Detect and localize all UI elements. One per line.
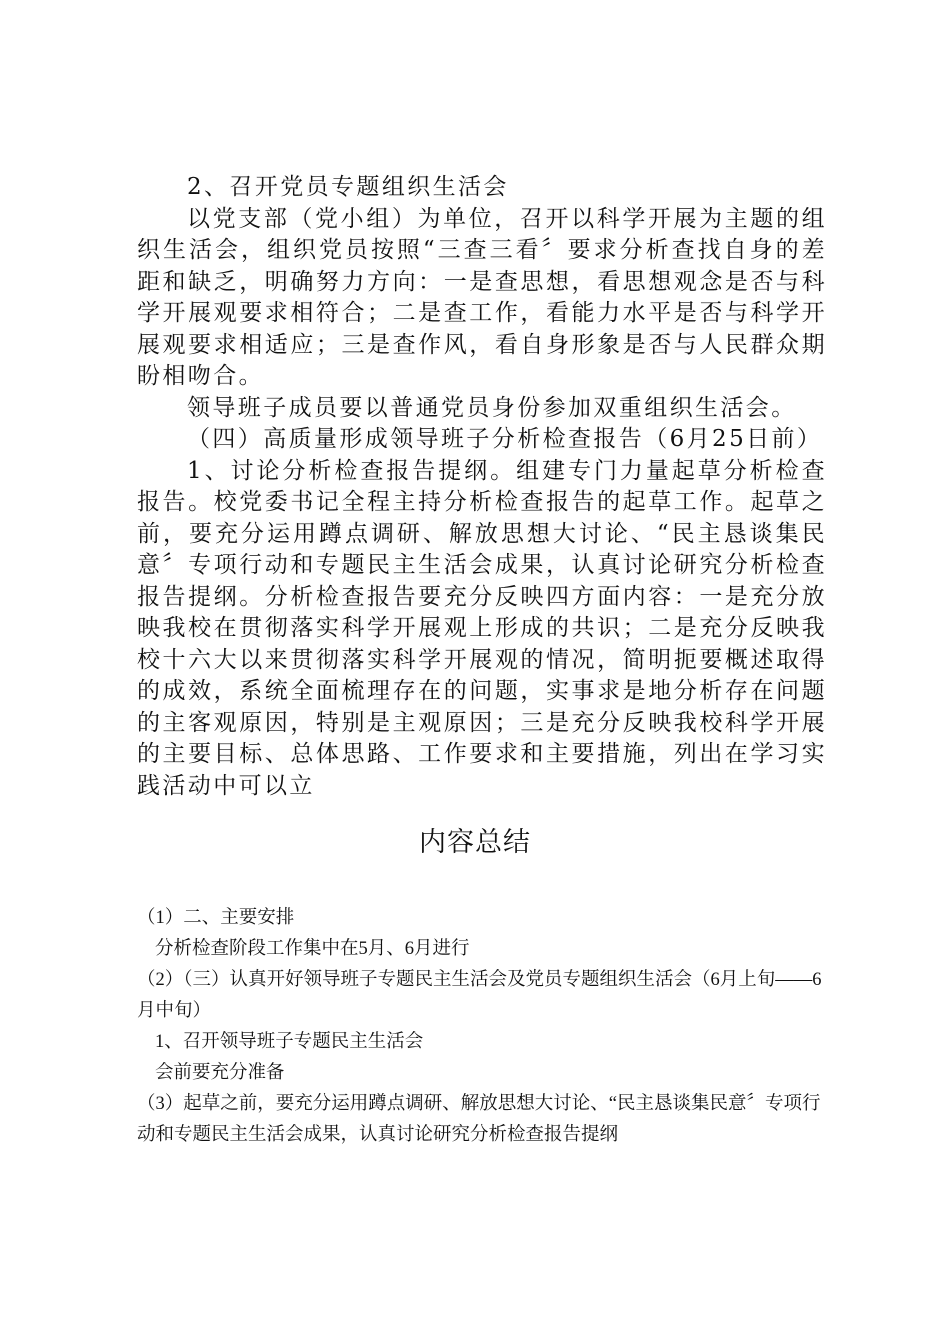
paragraph-report-outline: 1、讨论分析检查报告提纲。组建专门力量起草分析检查报告。校党委书记全程主持分析检查报告的起草工作。起草之前，要充分运用蹲点调研、解放思想大讨论、“民主恳谈集民意〞专项行动和专题民主生活会成果，认真讨论研究分析检查报告提纲。分析检查报告要充分反映四方面内容：一是充分放映我校在贯彻落实科学开展观上形成的共识；二是充分反映我校十六大以来贯彻落实科学开展观的情况，简明扼要概述取得的成效，系统全面梳理存在的问题，实事求是地分析存在问题的主客观原因，特别是主观原因；三是充分反映我校科学开展的主要目标、总体思路、工作要求和主要措施，列出在学习实践活动中可以立 — [137, 457, 827, 799]
paragraph-organization-life: 以党支部（党小组）为单位，召开以科学开展为主题的组织生活会，组织党员按照“三查三看〞要求分析查找自身的差距和缺乏，明确努力方向：一是查思想，看思想观念是否与科学开展观要求相符合；二是查工作，看能力水平是否与科学开展观要求相适应；三是查作风，看自身形象是否与人民群众期盼相吻合。 — [137, 205, 827, 389]
document-body — [137, 172, 827, 802]
summary-item-2: （2）（三）认真开好领导班子专题民主生活会及党员专题组织生活会（6月上旬——6月中旬） — [137, 970, 822, 1021]
summary-item-2-detail-2: 会前要充分准备 — [155, 1063, 285, 1083]
summary-list — [137, 903, 832, 1151]
section-heading: 2、召开党员专题组织生活会 — [187, 174, 509, 200]
summary-title: 内容总结 — [419, 827, 531, 858]
paragraph-report-heading: （四）高质量形成领导班子分析检查报告（6月25日前） — [187, 426, 823, 452]
paragraph-leaders-participation: 领导班子成员要以普通党员身份参加双重组织生活会。 — [187, 394, 797, 421]
summary-item-1-detail: 分析检查阶段工作集中在5月、6月进行 — [155, 939, 470, 959]
summary-item-1: （1）二、主要安排 — [137, 908, 295, 928]
summary-item-3: （3）起草之前，要充分运用蹲点调研、解放思想大讨论、“民主恳谈集民意〞专项行动和专题民主生活会成果，认真讨论研究分析检查报告提纲 — [137, 1094, 821, 1145]
summary-item-2-detail: 1、召开领导班子专题民主生活会 — [155, 1032, 424, 1052]
